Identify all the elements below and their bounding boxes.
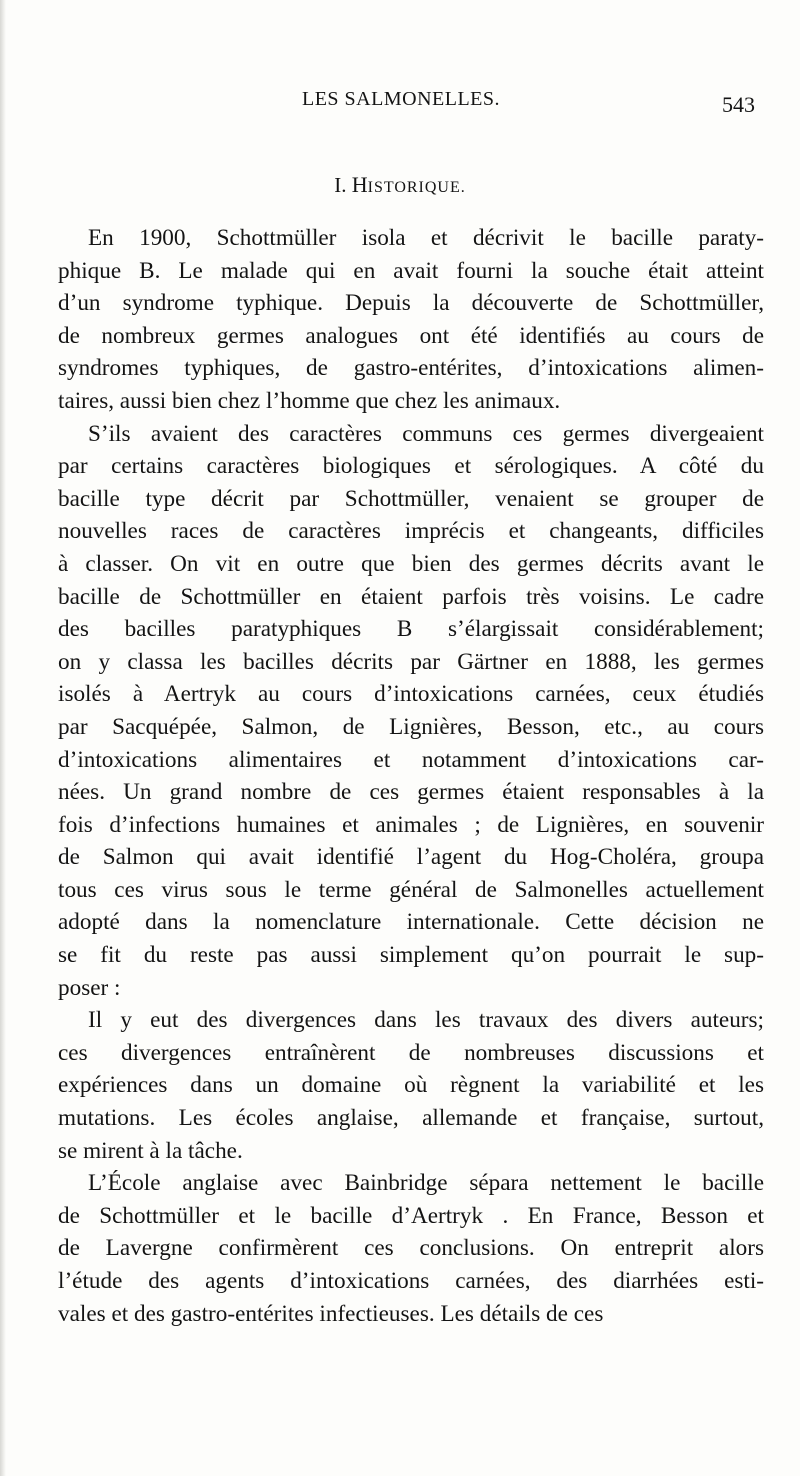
- text-line: phique B. Le malade qui en avait fourni la souche était atteint: [58, 257, 764, 284]
- text-line: se fit du reste pas aussi simplement qu’on pourrait le sup-: [58, 942, 764, 969]
- text-line: d’intoxications alimentaires et notamment d’intoxications car-: [58, 746, 764, 773]
- running-title: LES SALMONELLES.: [302, 88, 500, 110]
- page-number: 543: [722, 92, 755, 117]
- text-line: isolés à Aertryk au cours d’intoxications carnées, ceux étudiés: [58, 681, 764, 708]
- text-line: par Sacquépée, Salmon, de Lignières, Besson, etc., au cours: [58, 713, 764, 740]
- text-line: vales et des gastro-entérites infectieuses. Les détails de ces: [58, 1300, 604, 1327]
- text-line: l’étude des agents d’intoxications carnées, des diarrhées esti-: [58, 1268, 764, 1294]
- body-text: [58, 222, 764, 1330]
- text-line: L’École anglaise avec Bainbridge sépara nettement le bacille: [88, 1170, 764, 1197]
- text-line: poser :: [58, 974, 121, 1001]
- text-line: à classer. On vit en outre que bien des germes décrits avant le: [58, 550, 764, 577]
- section-heading: [0, 172, 800, 198]
- text-line: de nombreux germes analogues ont été identifiés au cours de: [58, 322, 764, 349]
- text-line: de Salmon qui avait identifié l’agent du Hog-Choléra, groupa: [58, 844, 764, 871]
- text-line: de Lavergne confirmèrent ces conclusions. On entreprit alors: [58, 1235, 764, 1262]
- text-line: par certains caractères biologiques et sérologiques. A côté du: [58, 453, 764, 480]
- scan-edge: [0, 0, 6, 1476]
- text-line: mutations. Les écoles anglaise, allemande et française, surtout,: [58, 1105, 764, 1132]
- text-line: Il y eut des divergences dans les travaux des divers auteurs;: [88, 1007, 764, 1034]
- text-line: S’ils avaient des caractères communs ces germes divergeaient: [88, 420, 764, 447]
- running-header: [0, 88, 800, 118]
- text-line: de Schottmüller et le bacille d’Aertryk . En France, Besson et: [58, 1202, 764, 1229]
- text-line: bacille de Schottmüller en étaient parfois très voisins. Le cadre: [58, 583, 764, 610]
- paragraph: [58, 1004, 764, 1167]
- text-line: d’un syndrome typhique. Depuis la découverte de Schottmüller,: [58, 290, 764, 317]
- text-line: taires, aussi bien chez l’homme que chez les animaux.: [58, 387, 561, 414]
- text-line: on y classa les bacilles décrits par Gärtner en 1888, les germes: [58, 648, 764, 675]
- text-line: expériences dans un domaine où règnent la variabilité et les: [58, 1072, 764, 1099]
- section-number: I.: [334, 173, 347, 197]
- text-line: nouvelles races de caractères imprécis et changeants, difficiles: [58, 518, 764, 545]
- text-line: nées. Un grand nombre de ces germes étaient responsables à la: [58, 779, 764, 806]
- text-line: se mirent à la tâche.: [58, 1137, 243, 1164]
- paragraph: [58, 222, 764, 418]
- section-title-initial: H: [351, 172, 368, 197]
- text-line: adopté dans la nomenclature internationale. Cette décision ne: [58, 909, 764, 936]
- text-line: syndromes typhiques, de gastro-entérites, d’intoxications alimen-: [58, 355, 764, 382]
- text-line: tous ces virus sous le terme général de Salmonelles actuellement: [58, 876, 764, 903]
- text-line: des bacilles paratyphiques B s’élargissait considérablement;: [58, 616, 764, 643]
- text-line: En 1900, Schottmüller isola et décrivit le bacille paraty-: [88, 225, 764, 251]
- paragraph: [58, 418, 764, 1005]
- section-title-rest: ISTORIQUE.: [367, 179, 466, 196]
- paragraph: [58, 1167, 764, 1330]
- text-line: fois d’infections humaines et animales ; de Lignières, en souvenir: [58, 811, 764, 838]
- text-line: ces divergences entraînèrent de nombreuses discussions et: [58, 1039, 764, 1066]
- text-line: bacille type décrit par Schottmüller, venaient se grouper de: [58, 485, 764, 512]
